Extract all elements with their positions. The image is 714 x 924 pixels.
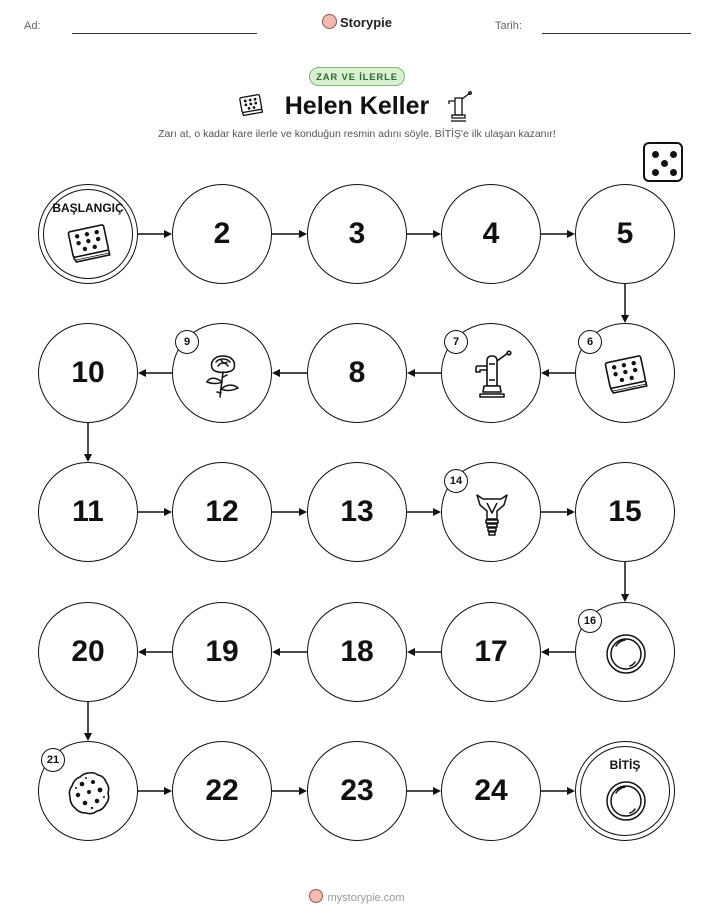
board-space-23 (307, 741, 407, 841)
footer (0, 889, 714, 904)
board-space-19 (172, 602, 272, 702)
path-arrow (407, 787, 441, 795)
space-number: 2 (213, 217, 231, 250)
board-space-18 (307, 602, 407, 702)
path-arrow (272, 230, 307, 238)
space-number: 11 (72, 495, 104, 528)
board-space-24 (441, 741, 541, 841)
board-space-6 (575, 323, 675, 423)
space-number-tag: 16 (578, 609, 602, 633)
board-space-11 (38, 462, 138, 562)
finish-label: BİTİŞ (609, 758, 641, 772)
space-number-tag: 7 (444, 330, 468, 354)
board-space-3 (307, 184, 407, 284)
rose-icon (198, 350, 248, 400)
cookie-icon (64, 768, 114, 818)
space-number: 10 (71, 356, 105, 389)
board-space-15 (575, 462, 675, 562)
path-arrow (407, 508, 441, 516)
board-space-10 (38, 323, 138, 423)
path-arrow (407, 648, 441, 656)
date-label: Tarih: (495, 20, 522, 32)
board-space-21 (38, 741, 138, 841)
space-number: 5 (616, 217, 634, 250)
board-space-8 (307, 323, 407, 423)
water-pump-icon (467, 350, 517, 400)
space-number: 4 (482, 217, 500, 250)
board-space-22 (172, 741, 272, 841)
space-number-tag: 6 (578, 330, 602, 354)
space-number: 15 (608, 495, 642, 528)
space-number: 20 (71, 635, 105, 668)
path-arrow (621, 284, 629, 323)
start-space (38, 184, 138, 284)
board-space-5 (575, 184, 675, 284)
path-arrow (138, 787, 172, 795)
path-arrow (138, 230, 172, 238)
space-number: 22 (205, 774, 239, 807)
space-number: 17 (474, 635, 508, 668)
path-arrow (84, 702, 92, 741)
board-space-20 (38, 602, 138, 702)
space-number-tag: 14 (444, 469, 468, 493)
path-arrow (272, 508, 307, 516)
space-number: 12 (205, 495, 239, 528)
board-space-2 (172, 184, 272, 284)
space-number: 23 (340, 774, 374, 807)
board-space-16 (575, 602, 675, 702)
finish-space (575, 741, 675, 841)
footer-url: mystorypie.com (327, 892, 405, 904)
storypie-mascot-icon (309, 889, 323, 903)
plate-icon (601, 629, 651, 679)
board-space-12 (172, 462, 272, 562)
space-number: 8 (348, 356, 366, 389)
path-arrow (407, 230, 441, 238)
path-arrow (541, 648, 575, 656)
start-label: BAŞLANGIÇ (52, 201, 124, 215)
board-space-7 (441, 323, 541, 423)
path-arrow (272, 648, 307, 656)
path-arrow (138, 648, 172, 656)
path-arrow (541, 787, 575, 795)
space-number: 3 (348, 217, 366, 250)
path-arrow (541, 230, 575, 238)
path-arrow (621, 562, 629, 602)
path-arrow (272, 787, 307, 795)
plate-icon (601, 776, 651, 826)
game-type-badge: ZAR VE İLERLE (309, 67, 405, 86)
space-number: 13 (340, 495, 374, 528)
brand-name: Storypie (339, 15, 392, 30)
board-space-13 (307, 462, 407, 562)
path-arrow (541, 369, 575, 377)
page-title: Helen Keller (284, 92, 430, 120)
path-arrow (138, 508, 172, 516)
path-arrow (541, 508, 575, 516)
board-space-14 (441, 462, 541, 562)
path-arrow (138, 369, 172, 377)
space-number-tag: 9 (175, 330, 199, 354)
space-number: 24 (474, 774, 508, 807)
braille-book-icon (601, 350, 651, 400)
space-number: 19 (205, 635, 239, 668)
board-space-9 (172, 323, 272, 423)
space-number-tag: 21 (41, 748, 65, 772)
name-label: Ad: (24, 20, 41, 32)
instructions: Zarı at, o kadar kare ilerle ve konduğun resmin adını söyle. BİTİŞ'e ilk ulaşan kazanır! (158, 128, 556, 140)
path-arrow (272, 369, 307, 377)
board-space-4 (441, 184, 541, 284)
larynx-icon (467, 489, 517, 539)
space-number: 18 (340, 635, 374, 668)
path-arrow (407, 369, 441, 377)
braille-book-icon (64, 219, 114, 269)
board-space-17 (441, 602, 541, 702)
path-arrow (84, 423, 92, 462)
